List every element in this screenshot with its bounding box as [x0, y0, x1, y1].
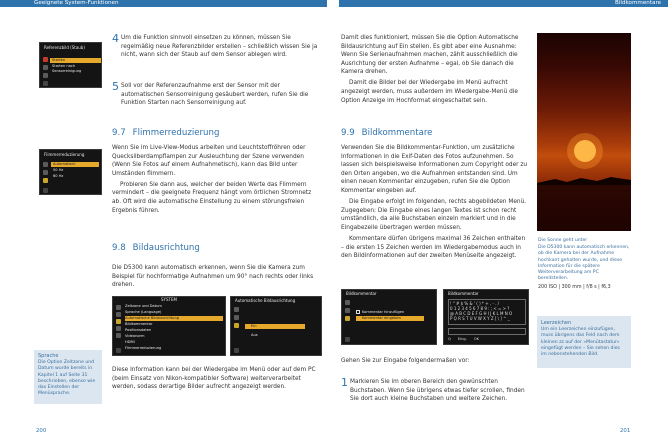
- section-number: 9.7: [112, 128, 126, 138]
- option-off[interactable]: Aus: [251, 333, 258, 337]
- menu-icon: [345, 300, 350, 305]
- camera-screen-system-menu: [112, 296, 226, 356]
- camera-screen-image-comment: [341, 289, 437, 345]
- menu-item-label: Kommentar hinzufügen: [362, 310, 405, 314]
- text-entry-field[interactable]: [448, 328, 526, 335]
- photo-caption-title: Die Sonne geht unter: [538, 238, 588, 243]
- menu-icon: [43, 73, 48, 78]
- right-page-header-bar: [339, 0, 668, 7]
- keyboard-row: @ A B C D E F G H I J K L M N O: [450, 311, 513, 316]
- menu-icon: [116, 326, 121, 331]
- keyboard-row: 0 1 2 3 4 5 6 7 8 9 : ; < = > ?: [450, 306, 510, 311]
- sidebar-text: Die Option Zeitzone und Datum wurde bereits in Kapitel 1 auf Seite 31 beschrieben, ebenso wie das Einstellen der Menüsprache.: [38, 360, 96, 397]
- menu-icon: [116, 305, 121, 310]
- menu-item-start[interactable]: Starten: [50, 58, 101, 63]
- checkbox-icon: [356, 310, 360, 314]
- step-5: [112, 82, 320, 110]
- page-number-left: 200: [36, 428, 47, 434]
- camera-screen-flicker-reduction: [39, 149, 102, 195]
- menu-icon: [43, 178, 48, 183]
- sidebar-title: Leerzeichen: [541, 320, 572, 326]
- menu-icon: [234, 307, 239, 312]
- paragraph: Die D5300 kann automatisch erkennen, wenn Sie die Kamera zum Beispiel für hochformatige Aufnahmen um 90° nach rechts oder links drehen.: [112, 265, 314, 289]
- step-number: 1: [341, 376, 348, 389]
- section-number: 9.9: [341, 128, 355, 138]
- help-icon: [234, 348, 239, 353]
- screen-title: Automatische Bildausrichtung: [235, 298, 296, 303]
- paragraph: Damit dies funktioniert, müssen Sie die Option Automatische Bildausrichtung auf Ein stellen. Es gibt aber eine Ausnahme: Wenn Sie Serienaufnahmen machen, zählt ausschließlich die Ausrichtung der ersten Aufnahme – egal, ob Sie danach die Kamera drehen.: [341, 35, 519, 76]
- step-number: 4: [112, 32, 119, 45]
- paragraph: Kommentare dürfen übrigens maximal 36 Zeichen enthalten – die ersten 15 Zeichen werden im Wiedergabemodus auch in den Bildinformationen auf der zweiten Menüseite angezeigt.: [341, 235, 526, 260]
- menu-item-add-comment[interactable]: [356, 310, 424, 315]
- sidebar-note-language: [34, 350, 102, 404]
- section-title: Bildausrichtung: [132, 243, 200, 253]
- right-page-header-title: Bildkommentare: [615, 0, 662, 6]
- camera-screen-auto-rotate: [230, 296, 322, 356]
- menu-icon: [43, 65, 48, 70]
- menu-item[interactable]: Sprache (Language): [125, 310, 162, 314]
- screen-title: Bildkommentar: [346, 291, 377, 296]
- camera-screen-reference-image: [39, 42, 102, 88]
- menu-icon: [234, 323, 239, 328]
- bottom-hints: [448, 337, 526, 342]
- sidebar-note-space: [537, 316, 631, 368]
- option-on[interactable]: Ein: [245, 324, 305, 329]
- zoom-hint: Q: [448, 337, 451, 341]
- help-icon: [345, 337, 350, 342]
- menu-item[interactable]: Bildkommentar: [125, 322, 153, 326]
- paragraph: Probieren Sie dann aus, welcher der beiden Werte das Flimmern vermindert – die geeignete Frequenz hängt vom örtlichen Stromnetz ab. Oft wird die automatische Einstellung zu einem störungsfreien Ergebnis führen.: [112, 181, 312, 214]
- instruction-lead: Gehen Sie zur Eingabe folgendermaßen vor:: [341, 358, 470, 364]
- menu-icon: [43, 57, 48, 62]
- menu-icon: [116, 312, 121, 317]
- screen-title: Referenzbild (Staub): [44, 45, 85, 50]
- help-icon: [116, 348, 121, 353]
- left-page-header-bar: [0, 0, 327, 7]
- step-1: [341, 378, 531, 406]
- section-heading-9-7: [112, 128, 219, 138]
- menu-icon: [345, 308, 350, 313]
- left-page-header-title: Geeignete System-Funktionen: [34, 0, 119, 6]
- photo-exif: 200 ISO | 300 mm | f/8 s | f6,3: [538, 285, 611, 291]
- menu-icon: [43, 170, 48, 175]
- menu-icon: [345, 316, 350, 321]
- screen-title: Bildkommentar: [448, 291, 479, 296]
- keyboard-row: ! " # $ % & ' ( ) * + , - . /: [450, 301, 499, 306]
- menu-icon: [116, 319, 121, 324]
- sunset-photo: [537, 33, 631, 231]
- menu-item[interactable]: Zeitzone und Datum: [125, 304, 162, 308]
- paragraph: Verwenden Sie die Bildkommentar-Funktion, um zusätzliche Informationen in die Exif-Daten des Fotos aufzunehmen. So lassen sich beispielsweise Informationen zum Copyright oder zu den Orten angeben, wo die Aufnahmen entstanden sind. Um einen neuen Kommentar einzugeben, rufen Sie die Option Kommentar eingeben auf.: [341, 145, 528, 194]
- screen-title: SYSTEM: [161, 297, 177, 302]
- section-number: 9.8: [112, 243, 126, 253]
- step-text: Um die Funktion sinnvoll einsetzen zu können, müssen Sie regelmäßig neue Referenzbilder erstellen – schließlich wissen Sie ja nicht, wann sich der Staub auf dem Sensor ablegen wird.: [121, 35, 318, 59]
- step-4: [112, 34, 320, 62]
- menu-item[interactable]: Videonorm: [125, 334, 145, 338]
- menu-item[interactable]: HDMI: [125, 340, 135, 344]
- page-number-right: 201: [620, 428, 631, 434]
- keyboard[interactable]: [448, 299, 526, 325]
- sidebar-title: Sprache: [38, 353, 59, 359]
- sunset-graphic: [537, 33, 631, 231]
- photo-caption-text: Die D5300 kann automatisch erkennen, ob die Kamera bei der Aufnahme hochkant gehalten wurde, und diese Information für die spätere Weiterverarbeitung am PC bereitstellen.: [538, 245, 630, 282]
- photo-caption: [538, 238, 630, 292]
- option-automatic[interactable]: Automatisch: [51, 162, 99, 167]
- section-title: Flimmerreduzierung: [132, 128, 220, 138]
- section-9-8-body-top: [112, 264, 322, 292]
- input-hint: Eing.: [457, 337, 467, 341]
- paragraph: Wenn Sie im Live-View-Modus arbeiten und Leuchtstoffröhren oder Quecksilberdampflampen zur Ausleuchtung der Szene verwenden (Wenn Sie Fotos auf einem Aufnahmetisch), kann das Bild unter Umständen flimmern.: [112, 145, 306, 177]
- section-heading-9-9: [341, 128, 432, 138]
- section-9-9-body: [341, 144, 529, 263]
- help-icon: [43, 81, 48, 86]
- menu-item-selected[interactable]: Automatische Bildausrichtung: [125, 316, 223, 321]
- menu-icon: [116, 333, 121, 338]
- menu-item-enter-comment[interactable]: Kommentar eingeben: [356, 316, 424, 321]
- keyboard-row: P Q R S T U V W X Y Z [ \ ] ^ _: [450, 316, 510, 321]
- menu-item-start-after-cleaning[interactable]: Starten nach Sensorreinigung: [52, 64, 82, 73]
- paragraph: Die Eingabe erfolgt im folgenden, rechts abgebildeten Menü. Zugegeben: Die Eingabe eines langen Textes ist schon recht umständlich, da alle Buchstaben einzeln markiert und in die Eingabezeile übertragen werden müssen.: [341, 199, 527, 231]
- section-title: Bildkommentare: [361, 128, 433, 138]
- menu-icon: [234, 315, 239, 320]
- section-9-8-body-bottom: [112, 366, 322, 394]
- camera-screen-text-entry: [443, 289, 529, 345]
- menu-item[interactable]: Positionsdaten: [125, 328, 152, 332]
- paragraph: Diese Information kann bei der Wiedergabe im Menü oder auf dem PC (beim Einsatz von Nikon-kompatibler Software) weiterverarbeitet werden, sodass derartige Bilder aufrecht angezeigt werden.: [112, 367, 316, 391]
- paragraph: Damit die Bilder bei der Wiedergabe im Menü aufrecht angezeigt werden, muss außerdem im Wiedergabe-Menü die Option Anzeige im Hochformat eingeschaltet sein.: [341, 80, 518, 104]
- section-heading-9-8: [112, 243, 200, 253]
- sidebar-text: Um ein Leerzeichen einzufügen, muss übrigens das Feld nach dem kleinen zz auf der »Menütastatur« eingefügt werden – Sie sehen dies im nebenstehenden Bild.: [541, 327, 620, 358]
- option-60hz[interactable]: 60 Hz: [53, 174, 64, 178]
- ok-hint: OK: [473, 337, 480, 341]
- step-number: 5: [112, 80, 119, 93]
- section-9-7-body: [112, 144, 322, 218]
- right-page-intro: [341, 34, 529, 108]
- help-icon: [43, 188, 48, 193]
- screen-title: Flimmerreduzierung: [44, 152, 85, 157]
- menu-icon: [43, 162, 48, 167]
- step-text: Soll vor der Referenzaufnahme erst der Sensor mit der automatischen Sensorreinigung gesäubert werden, rufen Sie die Funktion Starten nach Sensorreinigung auf.: [121, 83, 309, 107]
- option-50hz[interactable]: 50 Hz: [53, 168, 64, 172]
- menu-item[interactable]: Flimmerreduzierung: [125, 346, 162, 350]
- step-text: Markieren Sie im oberen Bereich den gewünschten Buchstaben. Wenn Sie übrigens etwas tiefer scrollen, finden Sie dort auch kleine Buchstaben und weitere Zeichen.: [350, 379, 525, 403]
